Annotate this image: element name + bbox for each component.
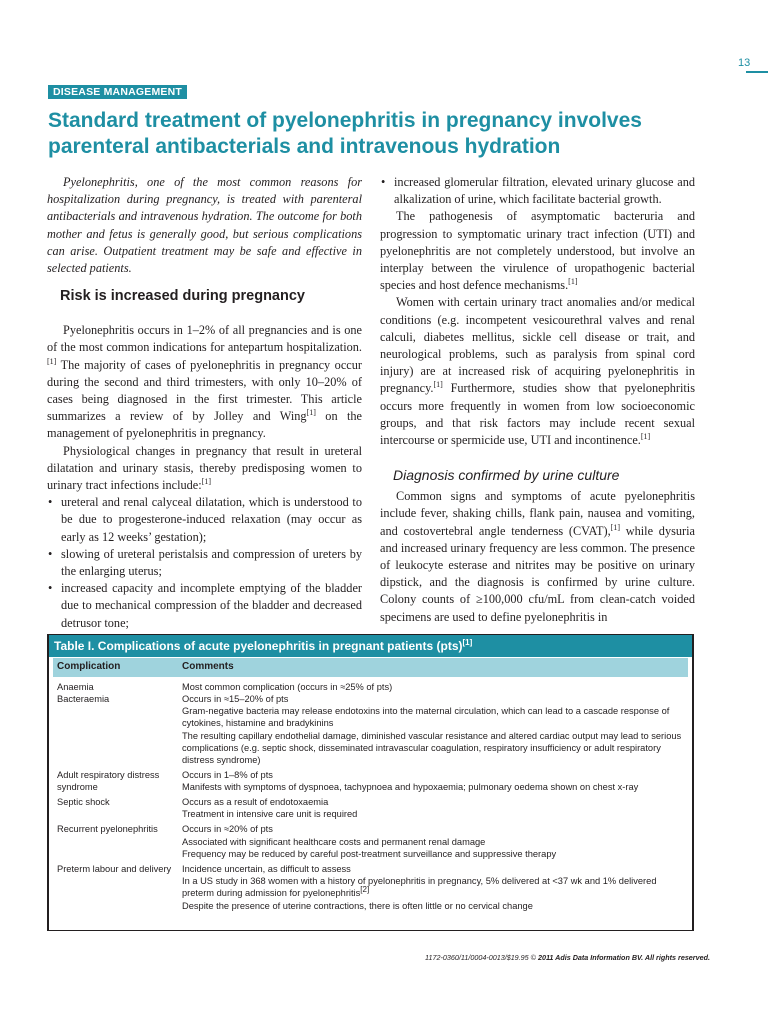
reference-link[interactable]: [1] bbox=[47, 356, 57, 366]
complication-name: Adult respiratory distress syndrome bbox=[57, 770, 160, 793]
table-body bbox=[53, 678, 688, 912]
reference-link[interactable]: [1] bbox=[610, 522, 620, 532]
reference-link[interactable]: [1] bbox=[433, 380, 443, 390]
reference-link[interactable]: [1] bbox=[568, 277, 578, 287]
table-row bbox=[53, 863, 688, 912]
risk-factor-list bbox=[47, 494, 362, 632]
list-item: • increased glomerular filtration, elevated urinary glucose and alkalization of urine, which facilitate bacterial growth. bbox=[381, 175, 695, 207]
paragraph: Common signs and symptoms of acute pyelonephritis include fever, shaking chills, flank pain, nausea and vomiting, and costovertebral angle tenderness (CVAT),[1] while dysuria and increased urinary frequency are less common. The presence of leukocyte esterase and nitrites may be positive on urinary dipstick, and the diagnosis is confirmed by urine culture. Colony counts of ≥100,000 cfu/mL from clean-catch voided specimens are used to define pyelonephritis in bbox=[380, 489, 695, 624]
complication-name: Bacteraemia bbox=[57, 693, 110, 704]
list-item: • ureteral and renal calyceal dilatation, which is understood to be due to progesterone-induced relaxation (may occur as early as 12 weeks’ gestation); bbox=[48, 495, 362, 544]
table-caption: Table I. Complications of acute pyelonephritis in pregnant patients (pts)[1] bbox=[49, 635, 692, 657]
complication-comments: Incidence uncertain, as difficult to assess In a US study in 368 women with a history of pyelonephritis in pregnancy, 5% delivered at <37 wk and 1% delivered preterm during admission for pyelonephritis[2] Despite the presence of uterine contractions, there is often little or no cervical change bbox=[182, 863, 657, 911]
complication-comments: Occurs in ≈15–20% of pts Gram-negative bacteria may release endotoxins into the maternal circulation, which can lead to a cascade response of cytokines, histamine and bradykinins The resulting capillary endothelial damage, diminished vascular resistance and altered cardiac output may lead to serious complications (e.g. septic shock, disseminated intravascular coagulation, respiratory insufficiency or adult respiratory distress syndrome) bbox=[182, 693, 682, 766]
section-tag: DISEASE MANAGEMENT bbox=[48, 85, 187, 99]
list-item: • slowing of ureteral peristalsis and compression of ureters by the enlarging uterus; bbox=[48, 546, 362, 579]
complication-name: Septic shock bbox=[57, 797, 110, 808]
copyright-footer: 1172-0360/11/0004-0013/$19.95 © 2011 Adis Data Information BV. All rights reserved. bbox=[425, 953, 710, 962]
right-column bbox=[380, 174, 695, 626]
paragraph: Pyelonephritis occurs in 1–2% of all pregnancies and is one of the most common indications for antepartum hospitalization.[1] The majority of cases of pyelonephritis in pregnancy occur during the second and third trimesters, with only 10–20% of cases being diagnosed in the first trimester. This article summarizes a review of by Jolley and Wing[1] on the management of pyelonephritis in pregnancy. bbox=[47, 323, 363, 441]
table-row bbox=[53, 681, 688, 693]
bullet-icon: • bbox=[48, 495, 53, 510]
bullet-icon: • bbox=[48, 581, 53, 596]
abstract bbox=[47, 174, 362, 277]
complication-name: Preterm labour and delivery bbox=[57, 863, 172, 874]
list-item: • increased capacity and incomplete emptying of the bladder due to mechanical compression of the bladder and decreased detrusor tone; bbox=[48, 581, 362, 630]
column-header-comments: Comments bbox=[182, 661, 234, 672]
complication-comments: Most common complication (occurs in ≈25% of pts) bbox=[182, 681, 393, 692]
paragraph: Women with certain urinary tract anomalies and/or medical conditions (e.g. incompetent vesicourethral valves and renal calculi, diabetes mellitus, sickle cell disease or trait, and neurological problems, such as paralysis from spinal cord injury) are at increased risk of acquiring pyelonephritis in pregnancy.[1] Furthermore, studies show that pyelonephritis occurs more frequently in women from low socioeconomic groups, and that risk factors may include recent sexual intercourse or spermicide use, UTI and incontinence.[1] bbox=[380, 295, 695, 448]
bullet-icon: • bbox=[381, 175, 386, 189]
table-row bbox=[53, 769, 688, 794]
complication-comments: Occurs in ≈20% of pts Associated with significant healthcare costs and permanent renal damage Frequency may be reduced by careful post-treatment surveillance and suppressive therapy bbox=[182, 824, 557, 859]
reference-link[interactable]: [1] bbox=[201, 476, 212, 486]
complication-name: Anaemia bbox=[57, 681, 94, 692]
complication-comments: Occurs in 1–8% of pts Manifests with symptoms of dyspnoea, tachypnoea and hypoxaemia; pulmonary oedema shown on chest x-ray bbox=[182, 770, 639, 793]
complications-table bbox=[47, 634, 694, 931]
table-header-row bbox=[53, 658, 688, 677]
complication-comments: Occurs as a result of endotoxaemia Treatment in intensive care unit is required bbox=[182, 797, 358, 820]
page-number-rule bbox=[746, 71, 768, 73]
risk-factor-list-continued bbox=[380, 174, 695, 208]
column-header-complication: Complication bbox=[57, 661, 121, 672]
reference-link[interactable]: [1] bbox=[640, 431, 651, 441]
table-row bbox=[53, 823, 688, 860]
table-row bbox=[53, 796, 688, 821]
complication-name: Recurrent pyelonephritis bbox=[57, 824, 158, 835]
reference-link[interactable]: [1] bbox=[462, 638, 473, 647]
abstract-text: Pyelonephritis, one of the most common reasons for hospitalization during pregnancy, is treated with parenteral antibacterials and intravenous hydration. The outcome for both mother and fetus is generally good, but serious complications can arise. Outpatient treatment may be safe and effective in selected patients. bbox=[47, 175, 362, 276]
paragraph: Physiological changes in pregnancy that result in ureteral dilatation and urinary stasis, thereby predisposing women to urinary tract infections include:[1] bbox=[47, 443, 362, 493]
section-heading-diagnosis: Diagnosis confirmed by urine culture bbox=[393, 467, 620, 484]
bullet-icon: • bbox=[48, 546, 53, 561]
table-row bbox=[53, 693, 688, 767]
page-number: 13 bbox=[738, 57, 751, 69]
section-heading-risk: Risk is increased during pregnancy bbox=[60, 288, 305, 305]
left-column bbox=[47, 174, 362, 632]
reference-link[interactable]: [2] bbox=[360, 885, 370, 895]
article-title: Standard treatment of pyelonephritis in pregnancy involves parenteral antibacterials and intravenous hydration bbox=[48, 109, 642, 158]
reference-link[interactable]: [1] bbox=[306, 408, 316, 418]
paragraph: The pathogenesis of asymptomatic bacteruria and progression to symptomatic urinary tract infection (UTI) and pyelonephritis are not completely understood, but involve an interplay between the virulence of uropathogenic bacterial species and host defence mechanisms.[1] bbox=[380, 209, 695, 293]
